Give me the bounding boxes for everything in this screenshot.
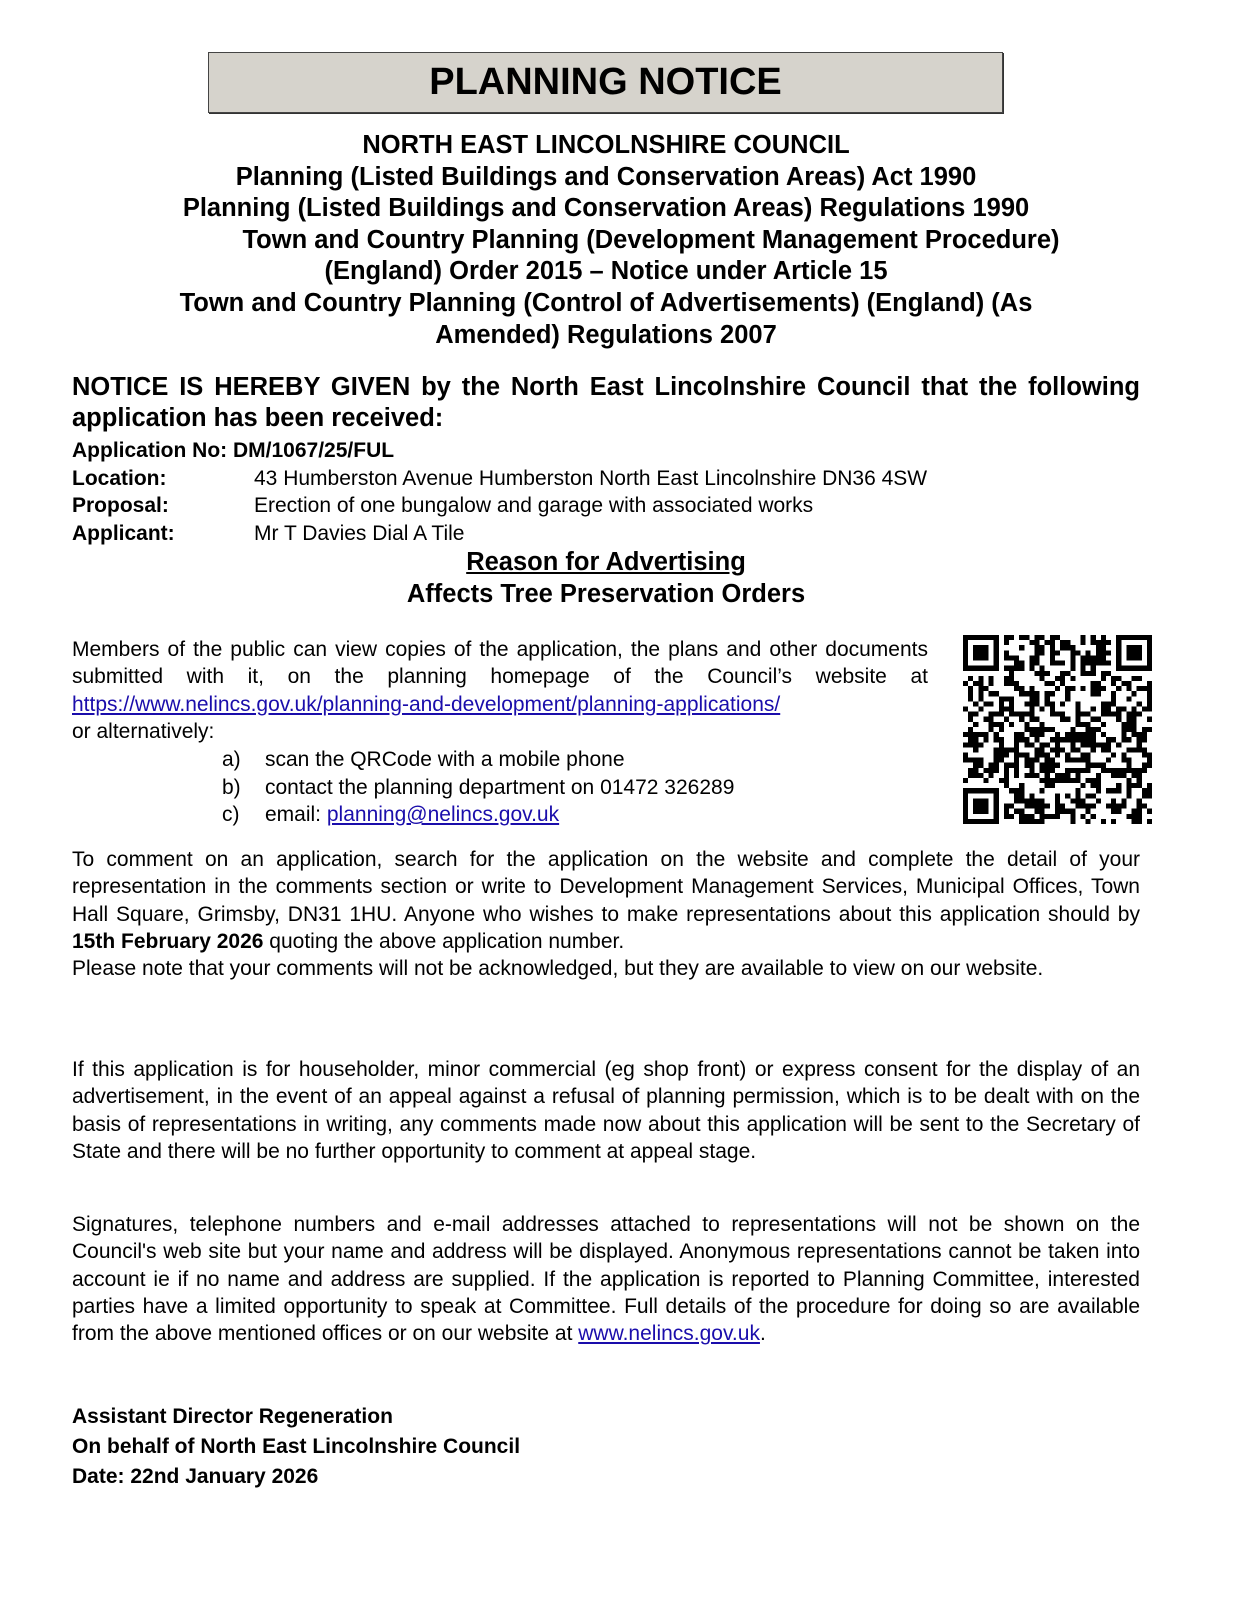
signature-block [72, 1402, 520, 1492]
qr-code[interactable] [963, 635, 1152, 824]
website-link[interactable]: www.nelincs.gov.uk [578, 1322, 760, 1346]
application-number: DM/1067/25/FUL [233, 439, 395, 462]
heading-line: Planning (Listed Buildings and Conservation Areas) Act 1990 [235, 162, 977, 191]
heading-line: Planning (Listed Buildings and Conservation Areas) Regulations 1990 [182, 194, 1030, 223]
list-item [222, 801, 734, 829]
comment-deadline: 15th February 2026 [72, 929, 264, 953]
list-text: contact the planning department on 01472 326289 [265, 775, 735, 799]
heading-line: Town and Country Planning (Control of Advertisements) (England) (As [179, 288, 1033, 317]
view-paragraph [72, 636, 928, 745]
applicant-row [72, 520, 927, 548]
punctuation: . [759, 1322, 766, 1346]
proposal-row [72, 492, 927, 520]
reason-text: Affects Tree Preservation Orders [406, 580, 806, 608]
comment-text: quoting the above application number. [269, 929, 625, 953]
application-number-row [72, 437, 927, 465]
contact-options-list [222, 746, 734, 829]
alternatively-text: or alternatively: [72, 719, 215, 743]
privacy-paragraph [72, 1211, 1140, 1347]
heading-line: Town and Country Planning (Development Management Procedure) [242, 225, 1060, 254]
email-link[interactable]: planning@nelincs.gov.uk [326, 803, 560, 826]
signatory-org: On behalf of North East Lincolnshire Council [72, 1435, 521, 1458]
list-marker: b) [222, 775, 241, 799]
list-marker: c) [222, 803, 240, 826]
comment-paragraph [72, 846, 1140, 982]
legislation-headings [72, 130, 1140, 351]
applicant-value: Mr T Davies Dial A Tile [254, 521, 465, 545]
application-details [72, 437, 927, 547]
list-text: email: [265, 803, 322, 826]
privacy-text: Signatures, telephone numbers and e-mail addresses attached to representations will not be shown on the Council's web site but your name and address will be displayed. Anonymous representations cannot be taken into account ie if no name and address are supplied. If the application is reported to Planning Committee, interested parties have a limited opportunity to speak at Committee. Full details of the procedure for doing so are available from the above mentioned offices or on our website at [72, 1213, 1140, 1346]
notice-title: PLANNING NOTICE [208, 52, 1003, 113]
comment-text: To comment on an application, search for the application on the website and complete the detail of your representation in the comments section or write to Development Management Services, Municipal Offices, Town Hall Square, Grimsby, DN31 1HU. Anyone who wishes to make representations about this application should by [72, 848, 1140, 926]
label: Location: [72, 466, 167, 490]
location-row [72, 465, 927, 493]
location-value: 43 Humberston Avenue Humberston North East Lincolnshire DN36 4SW [254, 466, 928, 490]
list-item [222, 774, 734, 802]
reason-section [72, 546, 1140, 610]
appeal-paragraph: If this application is for householder, minor commercial (eg shop front) or express consent for the display of an advertisement, in the event of an appeal against a refusal of planning permission, which is to be dealt with on the basis of representations in writing, any comments made now about this application will be sent to the Secretary of State and there will be no further opportunity to comment at appeal stage. [72, 1058, 1140, 1163]
planning-applications-link[interactable]: https://www.nelincs.gov.uk/planning-and-development/planning-applications/ [72, 692, 781, 716]
list-item [222, 746, 734, 774]
list-marker: a) [222, 748, 241, 771]
label: Proposal: [72, 494, 169, 517]
view-intro: Members of the public can view copies of the application, the plans and other documents submitted with it, on the planning homepage of the Council’s website at [72, 638, 928, 689]
comment-note: Please note that your comments will not be acknowledged, but they are available to view on our website. [72, 957, 1044, 981]
signatory-title: Assistant Director Regeneration [72, 1405, 393, 1428]
reason-heading: Reason for Advertising [466, 548, 746, 576]
list-text: scan the QRCode with a mobile phone [265, 748, 625, 771]
heading-line: Amended) Regulations 2007 [435, 320, 777, 349]
notice-date: Date: 22nd January 2026 [72, 1465, 319, 1488]
label: Application No: [72, 439, 228, 462]
label: Applicant: [72, 521, 175, 545]
notice-statement: NOTICE IS HEREBY GIVEN by the North East Lincolnshire Council that the following application has been received: [72, 373, 1140, 432]
council-name: NORTH EAST LINCOLNSHIRE COUNCIL [362, 131, 850, 159]
proposal-value: Erection of one bungalow and garage with associated works [254, 494, 814, 517]
heading-line: (England) Order 2015 – Notice under Article 15 [324, 257, 888, 286]
